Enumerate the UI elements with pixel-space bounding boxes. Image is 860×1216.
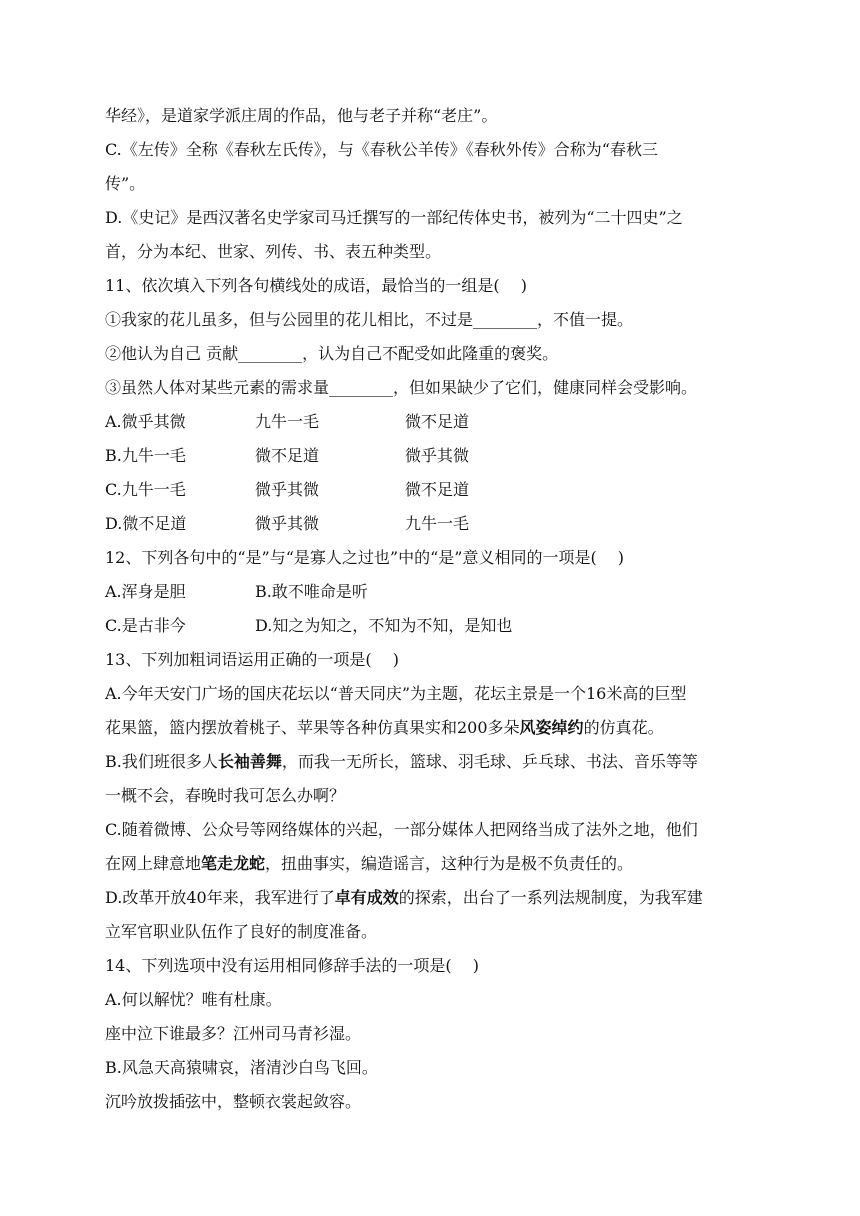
text: ，扭曲事实，编造谣言，这种行为是极不负责任的。	[265, 854, 634, 873]
option-row	[105, 478, 470, 502]
option-col3: 微乎其微	[405, 446, 470, 465]
option-b-line2: 一概不会，春晚时我可怎么办啊？	[105, 786, 346, 805]
sentence-3: ③虽然人体对某些元素的需求量________，但如果缺少了它们，健康同样会受影响。	[105, 378, 698, 397]
question-12: 12、下列各句中的“是”与“是寡人之过也”中的“是”意义相同的一项是( )	[105, 548, 625, 567]
option-row	[105, 580, 368, 604]
option-col2: D.知之为知之，不知为不知，是知也	[255, 616, 513, 635]
bold-term: 卓有成效	[334, 888, 399, 907]
option-col2: B.敢不唯命是听	[255, 582, 368, 601]
option-row	[105, 614, 513, 638]
option-a-line2	[105, 716, 664, 740]
question-11: 11、依次填入下列各句横线处的成语，最恰当的一组是( )	[105, 276, 527, 295]
sentence-1: ①我家的花儿虽多，但与公园里的花儿相比，不过是________，不值一提。	[105, 310, 634, 329]
text-line: C.《左传》全称《春秋左氏传》，与《春秋公羊传》《春秋外传》合称为“春秋三	[105, 140, 658, 159]
option-col3: 微不足道	[405, 412, 470, 431]
bold-term: 长袖善舞	[217, 752, 282, 771]
question-14: 14、下列选项中没有运用相同修辞手法的一项是( )	[105, 956, 479, 975]
text-line: 首，分为本纪、世家、列传、书、表五种类型。	[105, 242, 442, 261]
option-b-line2: 沉吟放拨插弦中，整顿衣裳起敛容。	[105, 1092, 362, 1111]
text: B.我们班很多人	[105, 752, 218, 771]
option-b-line1: B.风急天高猿啸哀，渚清沙白鸟飞回。	[105, 1058, 378, 1077]
text: D.改革开放40年来，我军进行了	[105, 888, 335, 907]
option-col1: B.九牛一毛	[105, 446, 186, 465]
option-col3: 九牛一毛	[405, 514, 470, 533]
option-c-line2	[105, 852, 633, 876]
text-line: 传”。	[105, 174, 146, 193]
option-row	[105, 512, 470, 536]
text: 花果篮，篮内摆放着桃子、苹果等各种仿真果实和200多朵	[105, 718, 520, 737]
question-13: 13、下列加粗词语运用正确的一项是( )	[105, 650, 399, 669]
option-b-line1	[105, 750, 698, 774]
text-line: 华经》，是道家学派庄周的作品，他与老子并称“老庄”。	[105, 106, 498, 125]
text: 的仿真花。	[583, 718, 664, 737]
bold-term: 笔走龙蛇	[201, 854, 266, 873]
option-a-line1: A.何以解忧？唯有杜康。	[105, 990, 282, 1009]
option-d-line2: 立军官职业队伍作了良好的制度准备。	[105, 922, 378, 941]
option-c-line1: C.随着微博、公众号等网络媒体的兴起，一部分媒体人把网络当成了法外之地，他们	[105, 820, 698, 839]
option-a-line2: 座中泣下谁最多？江州司马青衫湿。	[105, 1024, 362, 1043]
option-col1: D.微不足道	[105, 514, 187, 533]
option-col1: A.微乎其微	[105, 412, 186, 431]
option-col2: 微乎其微	[255, 514, 320, 533]
text: 在网上肆意地	[105, 854, 202, 873]
sentence-2: ②他认为自己 贡献________，认为自己不配受如此隆重的褒奖。	[105, 344, 559, 363]
option-col2: 微乎其微	[255, 480, 320, 499]
bold-term: 风姿绰约	[519, 718, 584, 737]
text-line: D.《史记》是西汉著名史学家司马迁撰写的一部纪传体史书，被列为“二十四史”之	[105, 208, 683, 227]
option-row	[105, 444, 470, 468]
option-d-line1	[105, 886, 703, 910]
option-col1: C.九牛一毛	[105, 480, 186, 499]
option-col2: 九牛一毛	[255, 412, 320, 431]
option-col1: A.浑身是胆	[105, 582, 186, 601]
option-col3: 微不足道	[405, 480, 470, 499]
option-row	[105, 410, 470, 434]
option-col2: 微不足道	[255, 446, 320, 465]
option-col1: C.是古非今	[105, 616, 186, 635]
option-a-line1: A.今年天安门广场的国庆花坛以“普天同庆”为主题，花坛主景是一个16米高的巨型	[105, 684, 687, 703]
text: ，而我一无所长，篮球、羽毛球、乒乓球、书法、音乐等等	[281, 752, 698, 771]
text: 的探索，出台了一系列法规制度，为我军建	[398, 888, 703, 907]
